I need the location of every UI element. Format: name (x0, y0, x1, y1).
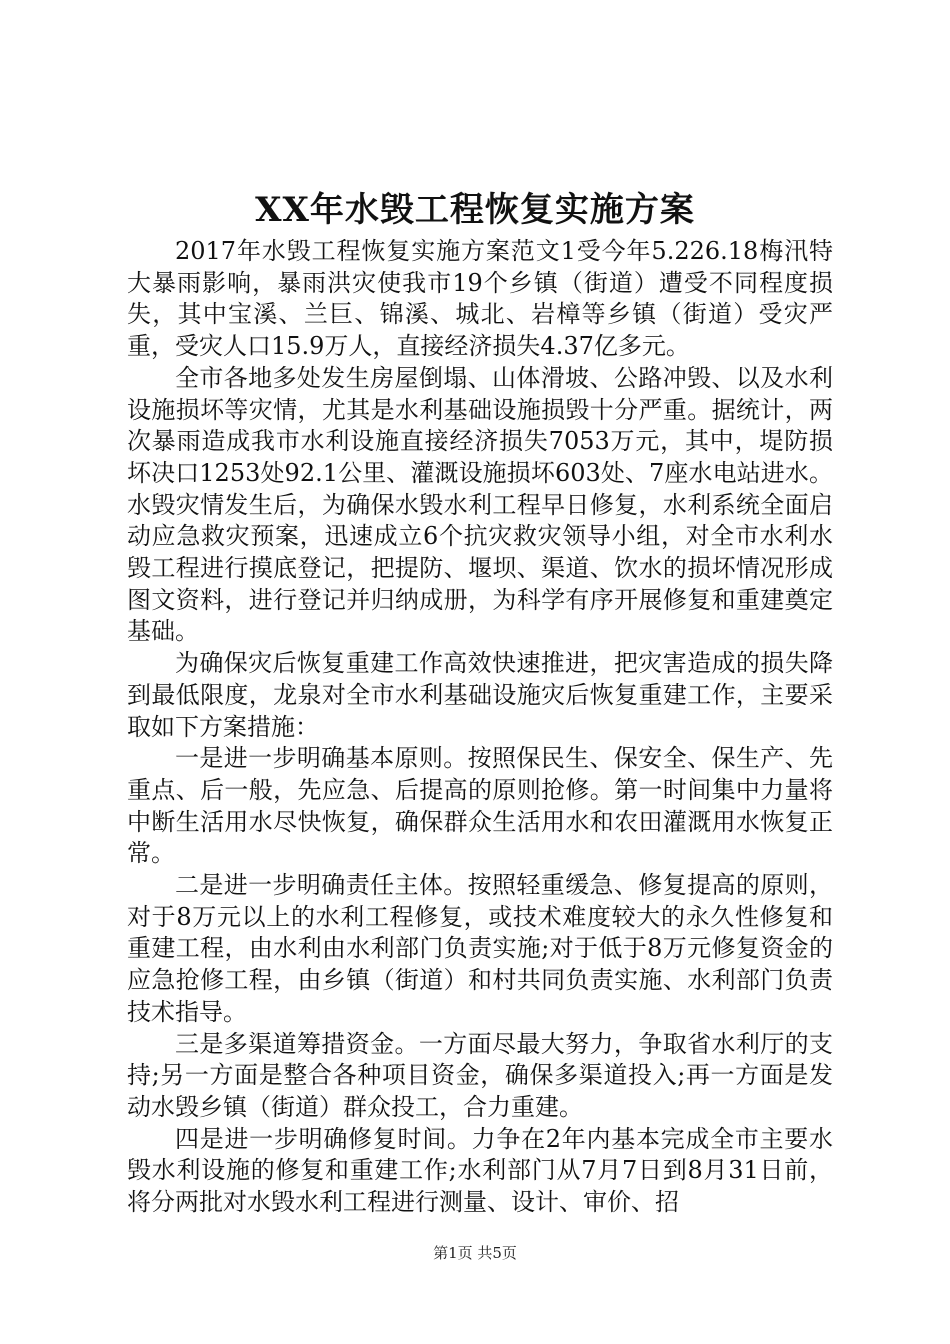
document-title: XX年水毁工程恢复实施方案 (255, 190, 695, 230)
paragraph: 三是多渠道筹措资金。一方面尽最大努力，争取省水利厅的支持;另一方面是整合各种项目资金，确保多渠道投入;再一方面是发动水毁乡镇（街道）群众投工，合力重建。 (127, 1029, 833, 1121)
document-body (127, 236, 833, 1219)
paragraph: 2017年水毁工程恢复实施方案范文1受今年5.226.18梅汛特大暴雨影响，暴雨洪灾使我市19个乡镇（街道）遭受不同程度损失，其中宝溪、兰巨、锦溪、城北、岩樟等乡镇（街道）受灾严重，受灾人口15.9万人，直接经济损失4.37亿多元。 (127, 237, 833, 361)
paragraph: 二是进一步明确责任主体。按照轻重缓急、修复提高的原则，对于8万元以上的水利工程修复，或技术难度较大的永久性修复和重建工程，由水利由水利部门负责实施;对于低于8万元修复资金的应急抢修工程，由乡镇（街道）和村共同负责实施、水利部门负责技术指导。 (127, 871, 833, 1026)
paragraph: 全市各地多处发生房屋倒塌、山体滑坡、公路冲毁、以及水利设施损坏等灾情，尤其是水利基础设施损毁十分严重。据统计，两次暴雨造成我市水利设施直接经济损失7053万元，其中，堤防损坏决口1253处92.1公里、灌溉设施损坏603处、7座水电站进水。水毁灾情发生后，为确保水毁水利工程早日修复，水利系统全面启动应急救灾预案，迅速成立6个抗灾救灾领导小组，对全市水利水毁工程进行摸底登记，把提防、堰坝、渠道、饮水的损坏情况形成图文资料，进行登记并归纳成册，为科学有序开展修复和重建奠定基础。 (127, 363, 833, 646)
paragraph: 一是进一步明确基本原则。按照保民生、保安全、保生产、先重点、后一般，先应急、后提高的原则抢修。第一时间集中力量将中断生活用水尽快恢复，确保群众生活用水和农田灌溉用水恢复正常。 (127, 744, 833, 868)
page-footer: 第1页 共5页 (433, 1244, 517, 1262)
paragraph: 四是进一步明确修复时间。力争在2年内基本完成全市主要水毁水利设施的修复和重建工作;水利部门从7月7日到8月31日前，将分两批对水毁水利工程进行测量、设计、审价、招 (127, 1124, 833, 1217)
paragraph: 为确保灾后恢复重建工作高效快速推进，把灾害造成的损失降到最低限度，龙泉对全市水利基础设施灾后恢复重建工作，主要采取如下方案措施： (127, 649, 833, 741)
